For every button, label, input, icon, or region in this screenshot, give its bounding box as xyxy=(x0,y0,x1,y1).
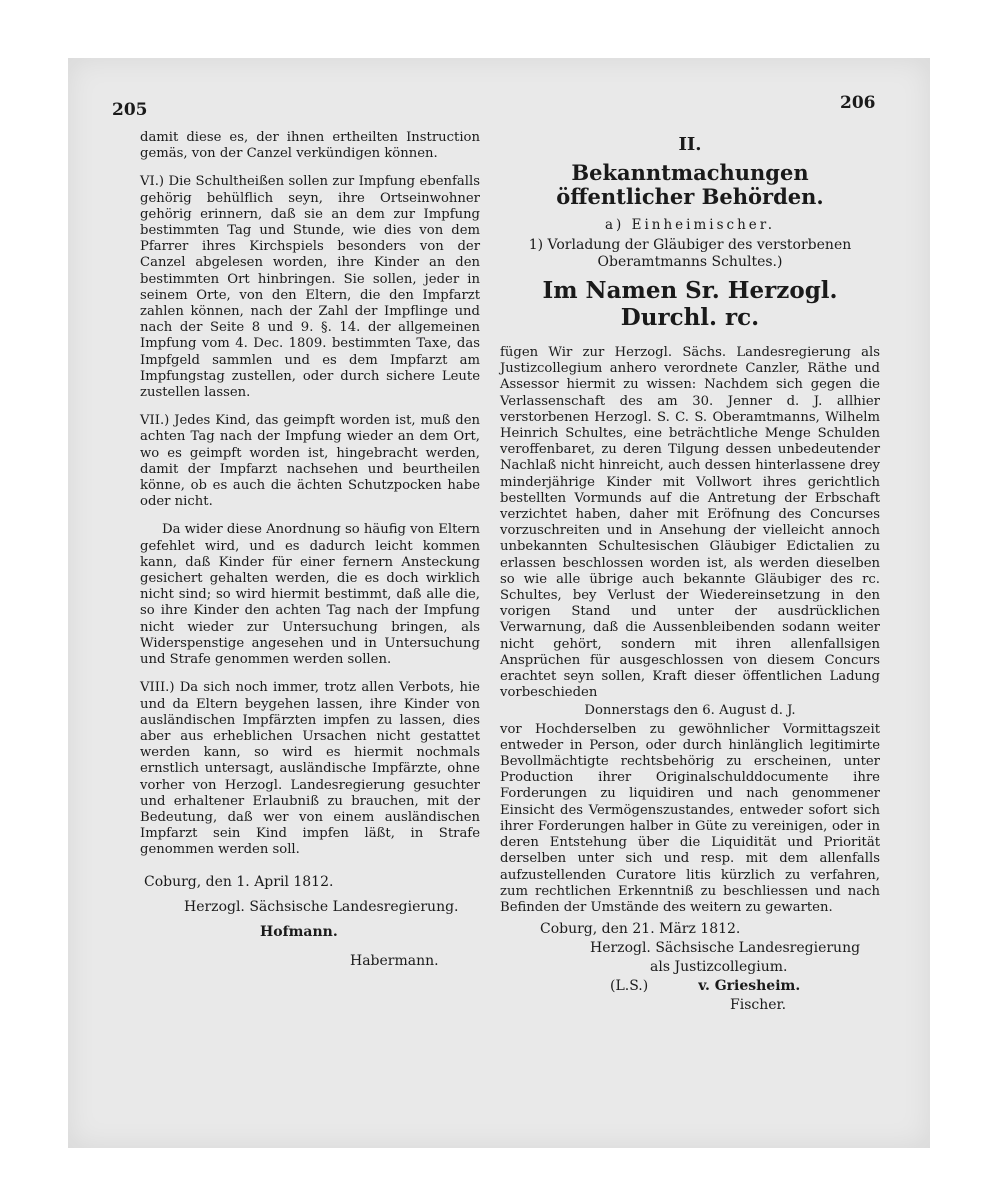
paragraph-penalty: Da wider diese Anordnung so häufig von Eltern gefehlet wird, und es dadurch leicht kommen kann, daß Kinder für einer fernern Ansteckung gesichert gehalten werden, die es doch wirklich nicht sind; so wird hiermit bestimmt, daß alle die, so ihre Kinder den achten Tag nach der Impfung nicht wieder zur Untersuchung bringen, als Widerspenstige angesehen und in Untersuchung und Strafe genommen werden sollen. xyxy=(140,522,480,668)
signature-hofmann: Hofmann. xyxy=(260,923,338,940)
place-date: Coburg, den 1. April 1812. xyxy=(144,873,334,890)
paragraph-vii: VII.) Jedes Kind, das geimpft worden ist, muß den achten Tag nach der Impfung wieder an dem Ort, wo es geimpft worden ist, hingebracht werden, damit der Impfarzt nachsehen und beurtheilen könne, ob es auch die ächten Schutzpocken habe oder nicht. xyxy=(140,413,480,510)
paragraph-vi: VI.) Die Schultheißen sollen zur Impfung ebenfalls gehörig behülflich seyn, ihre Ortseinwohner gehörig erinnern, daß sie an dem zur Impfung bestimmten Tag und Stunde, wie dies von dem Pfarrer ihres Kirchspiels besonders von der Canzel abgelesen worden, ihre Kinder an den bestimmten Ort hinbringen. Sie sollen, jeder in seinem Orte, von den Eltern, die den Impfarzt zahlen können, nach der Zahl der Impflinge und nach der Seite 8 und 9. §. 14. der allgemeinen Impfung vom 4. Dec. 1809. bestimmten Taxe, das Impfgeld sammlen und es dem Impfarzt am Impfungstag zustellen, oder durch sichere Leute zustellen lassen. xyxy=(140,174,480,401)
summons-date: Donnerstags den 6. August d. J. xyxy=(584,703,796,719)
section-number: II. xyxy=(678,134,702,155)
seal-signature-row xyxy=(500,977,880,996)
right-column xyxy=(500,130,880,1015)
salutation: Im Namen Sr. Herzogl. Durchl. rc. xyxy=(542,277,838,331)
left-column xyxy=(140,130,480,971)
page-number-left: 205 xyxy=(112,100,148,120)
subheading: a) Einheimischer. xyxy=(604,217,776,233)
issuing-authority-line-1: Herzogl. Sächsische Landesregierung xyxy=(590,940,861,957)
issuing-authority: Herzogl. Sächsische Landesregierung. xyxy=(184,898,459,915)
issuing-authority-line-2: als Justizcollegium. xyxy=(650,959,788,976)
section-heading: Bekanntmachungen öffentlicher Behörden. xyxy=(556,160,824,209)
seal-mark: (L.S.) xyxy=(610,978,649,995)
page-number-right: 206 xyxy=(840,93,876,113)
signature-griesheim: v. Griesheim. xyxy=(698,978,801,995)
signature-habermann: Habermann. xyxy=(350,952,439,969)
paragraph-viii: VIII.) Da sich noch immer, trotz allen Verbots, hie und da Eltern beygehen lassen, ihre Kinder von ausländischen Impfärzten impfen zu lassen, dies aber aus erheblichen Ursachen nicht gestattet werden kann, so wird es hiermit nochmals ernstlich untersagt, ausländische Impfärzte, ohne vorher von Herzogl. Landesregierung gesuchter und erhaltener Erlaubniß zu brauchen, mit der Bedeutung, daß wer von einem ausländischen Impfarzt sein Kind impfen läßt, in Strafe genommen werden soll. xyxy=(140,680,480,858)
place-date: Coburg, den 21. März 1812. xyxy=(540,921,741,938)
notice-title: 1) Vorladung der Gläubiger des verstorbenen Oberamtmanns Schultes.) xyxy=(528,237,852,270)
intro-text: damit diese es, der ihnen ertheilten Instruction gemäs, von der Canzel verkündigen können. xyxy=(140,130,480,162)
notice-body: fügen Wir zur Herzogl. Sächs. Landesregierung als Justizcollegium anhero verordnete Canzler, Räthe und Assessor hiermit zu wissen: Nachdem sich gegen die Verlassenschaft des am 30. Jenner d. J. allhier verstorbenen Herzogl. S. C. S. Oberamtmanns, Wilhelm Heinrich Schultes, eine beträchtliche Menge Schulden veroffenbaret, zu deren Tilgung dessen unbedeutender Nachlaß nicht hinreicht, auch dessen hinterlassene drey minderjährige Kinder mit Vollwort ihres gerichtlich bestellten Vormunds auf die Antretung der Erbschaft verzichtet haben, daher mit Eröfnung des Concurses vorzuschreiten und in Ansehung der vielleicht annoch unbekannten Schultesischen Gläubiger Edictalien zu erlassen beschlossen worden ist, als werden dieselben so wie alle übrige auch bekannte Gläubiger des rc. Schultes, bey Verlust der Wiedereinsetzung in den vorigen Stand und unter der ausdrücklichen Verwarnung, daß die Aussenbleibenden sodann weiter nicht gehört, sondern mit ihren allenfallsigen Ansprüchen für ausgeschlossen von diesem Concurs erachtet seyn sollen, Kraft dieser öffentlichen Ladung vorbeschieden xyxy=(500,345,880,701)
signature-fischer: Fischer. xyxy=(730,997,787,1014)
notice-body-continued: vor Hochderselben zu gewöhnlicher Vormittagszeit entweder in Person, oder durch hinlänglich legitimirte Bevollmächtigte rechtsbehörig zu erscheinen, unter Production ihrer Originalschulddocumente ihre Forderungen zu liquidiren und nach genommener Einsicht des Vermögenszustandes, entweder sofort sich ihrer Forderungen halber in Güte zu vereinigen, oder in deren Entstehung über die Liquidität und Priorität derselben unter sich und resp. mit dem allenfalls aufzustellenden Curatore litis kürzlich zu verfahren, zum rechtlichen Erkenntniß zu beschliessen und nach Befinden der Umstände des weitern zu gewarten. xyxy=(500,721,880,915)
